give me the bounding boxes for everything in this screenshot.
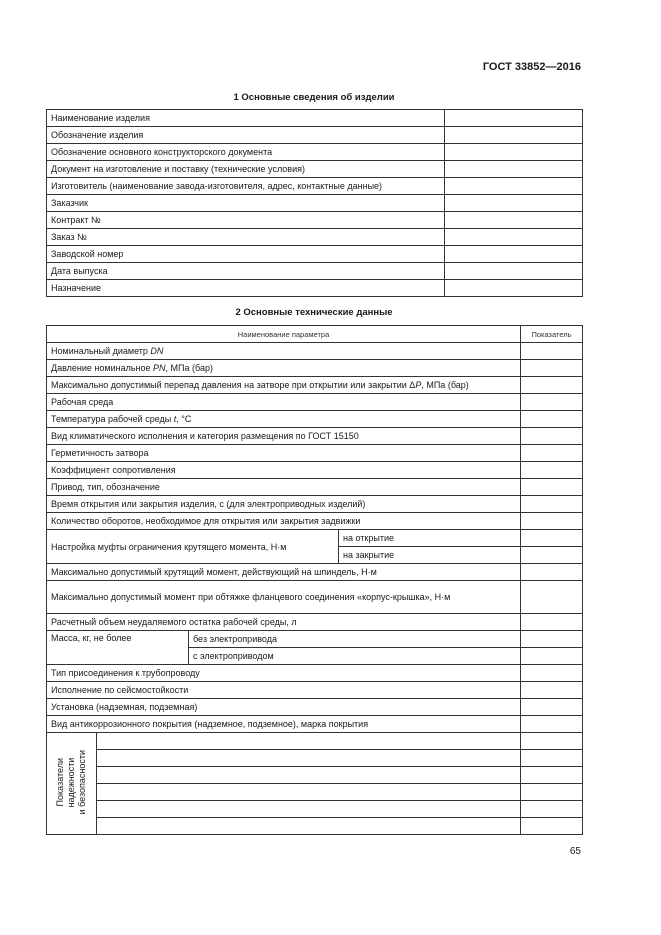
value-cell <box>521 699 583 716</box>
value-cell <box>521 445 583 462</box>
table-row <box>47 229 583 246</box>
table-header-row <box>47 326 583 343</box>
value-cell <box>521 682 583 699</box>
row-label: Вид климатического исполнения и категория размещения по ГОСТ 15150 <box>47 428 521 445</box>
basic-info-table <box>46 109 583 297</box>
value-cell <box>521 733 583 750</box>
value-cell <box>521 801 583 818</box>
row-label: Тип присоединения к трубопроводу <box>47 665 521 682</box>
table-row <box>47 784 583 801</box>
value-cell <box>521 428 583 445</box>
row-label: Заказчик <box>47 195 445 212</box>
row-label: Температура рабочей среды t, °С <box>47 411 521 428</box>
value-cell <box>521 665 583 682</box>
table-row <box>47 513 583 530</box>
table-row <box>47 818 583 835</box>
table-row <box>47 581 583 614</box>
row-label <box>47 343 521 360</box>
technical-data-table <box>46 325 583 835</box>
row-label: Герметичность затвора <box>47 445 521 462</box>
blank-cell <box>97 767 521 784</box>
value-cell <box>445 280 583 297</box>
value-cell <box>521 343 583 360</box>
column-header-param: Наименование параметра <box>47 326 521 343</box>
row-label: Вид антикоррозионного покрытия (надземное, подземное), марка покрытия <box>47 716 521 733</box>
value-cell <box>445 212 583 229</box>
row-label-text: Номинальный диаметр DN <box>51 346 164 356</box>
table-row <box>47 127 583 144</box>
table-row <box>47 631 583 648</box>
table1-title: 1 Основные сведения об изделии <box>233 92 395 103</box>
row-label: Изготовитель (наименование завода-изготовителя, адрес, контактные данные) <box>47 178 445 195</box>
value-cell <box>521 784 583 801</box>
value-cell <box>445 195 583 212</box>
table-row <box>47 212 583 229</box>
table-row <box>47 462 583 479</box>
row-label: Контракт № <box>47 212 445 229</box>
table2-title: 2 Основные технические данные <box>235 307 393 318</box>
table-row <box>47 564 583 581</box>
table-row <box>47 377 583 394</box>
value-cell <box>521 818 583 835</box>
table-row <box>47 411 583 428</box>
value-cell <box>521 716 583 733</box>
value-cell <box>521 547 583 564</box>
blank-cell <box>97 818 521 835</box>
page-number: 65 <box>569 846 581 857</box>
sub-row-label: на закрытие <box>339 547 521 564</box>
sub-row-label: без электропривода <box>189 631 521 648</box>
row-label: Максимально допустимый перепад давления на затворе при открытии или закрытии ΔP, МПа (бар) <box>47 377 521 394</box>
row-label: Расчетный объем неудаляемого остатка рабочей среды, л <box>47 614 521 631</box>
table-row <box>47 110 583 127</box>
value-cell <box>521 648 583 665</box>
table-row <box>47 195 583 212</box>
sub-row-label: на открытие <box>339 530 521 547</box>
value-cell <box>521 631 583 648</box>
value-cell <box>521 614 583 631</box>
row-label: Дата выпуска <box>47 263 445 280</box>
table-row <box>47 445 583 462</box>
table-row <box>47 530 583 547</box>
table-row <box>47 682 583 699</box>
row-label: Количество оборотов, необходимое для открытия или закрытия задвижки <box>47 513 521 530</box>
value-cell <box>521 360 583 377</box>
row-label: Исполнение по сейсмостойкости <box>47 682 521 699</box>
table-row <box>47 144 583 161</box>
row-label: Максимально допустимый крутящий момент, действующий на шпиндель, Н·м <box>47 564 521 581</box>
value-cell <box>521 513 583 530</box>
document-code: ГОСТ 33852—2016 <box>482 61 581 73</box>
value-cell <box>445 144 583 161</box>
table-row <box>47 360 583 377</box>
sub-row-label: с электроприводом <box>189 648 521 665</box>
row-label: Заводской номер <box>47 246 445 263</box>
table-row <box>47 496 583 513</box>
value-cell <box>445 161 583 178</box>
row-label: Максимально допустимый момент при обтяжке фланцевого соединения «корпус-крышка», Н·м <box>47 581 521 614</box>
column-header-value: Показатель <box>521 326 583 343</box>
value-cell <box>445 127 583 144</box>
table-row <box>47 699 583 716</box>
table-row <box>47 479 583 496</box>
table-row <box>47 750 583 767</box>
row-label: Обозначение изделия <box>47 127 445 144</box>
row-label: Установка (надземная, подземная) <box>47 699 521 716</box>
table-row <box>47 161 583 178</box>
table-row <box>47 614 583 631</box>
reliability-label-text: Показатели надежности и безопасности <box>55 750 87 815</box>
row-label: Документ на изготовление и поставку (технические условия) <box>47 161 445 178</box>
row-label: Назначение <box>47 280 445 297</box>
table-row <box>47 246 583 263</box>
table-row <box>47 665 583 682</box>
blank-cell <box>97 801 521 818</box>
row-label: Настройка муфты ограничения крутящего момента, Н·м <box>47 530 339 564</box>
value-cell <box>521 496 583 513</box>
value-cell <box>521 750 583 767</box>
blank-cell <box>97 784 521 801</box>
table-row <box>47 280 583 297</box>
row-label: Наименование изделия <box>47 110 445 127</box>
value-cell <box>445 246 583 263</box>
value-cell <box>521 564 583 581</box>
value-cell <box>445 229 583 246</box>
value-cell <box>521 479 583 496</box>
row-label: Рабочая среда <box>47 394 521 411</box>
table-row <box>47 343 583 360</box>
table-row <box>47 767 583 784</box>
row-label: Давление номинальное PN, МПа (бар) <box>47 360 521 377</box>
blank-cell <box>97 750 521 767</box>
value-cell <box>521 411 583 428</box>
table-row <box>47 801 583 818</box>
table-row <box>47 428 583 445</box>
value-cell <box>445 110 583 127</box>
value-cell <box>521 581 583 614</box>
value-cell <box>521 377 583 394</box>
row-label: Масса, кг, не более <box>47 631 189 665</box>
value-cell <box>445 178 583 195</box>
row-label: Время открытия или закрытия изделия, с (для электроприводных изделий) <box>47 496 521 513</box>
value-cell <box>521 530 583 547</box>
row-label: Привод, тип, обозначение <box>47 479 521 496</box>
row-label: Обозначение основного конструкторского документа <box>47 144 445 161</box>
reliability-group-label <box>47 733 97 835</box>
table-row <box>47 263 583 280</box>
table-row <box>47 716 583 733</box>
blank-cell <box>97 733 521 750</box>
value-cell <box>521 767 583 784</box>
value-cell <box>445 263 583 280</box>
row-label: Заказ № <box>47 229 445 246</box>
table-row <box>47 733 583 750</box>
value-cell <box>521 394 583 411</box>
value-cell <box>521 462 583 479</box>
table-row <box>47 394 583 411</box>
row-label: Коэффициент сопротивления <box>47 462 521 479</box>
table-row <box>47 178 583 195</box>
